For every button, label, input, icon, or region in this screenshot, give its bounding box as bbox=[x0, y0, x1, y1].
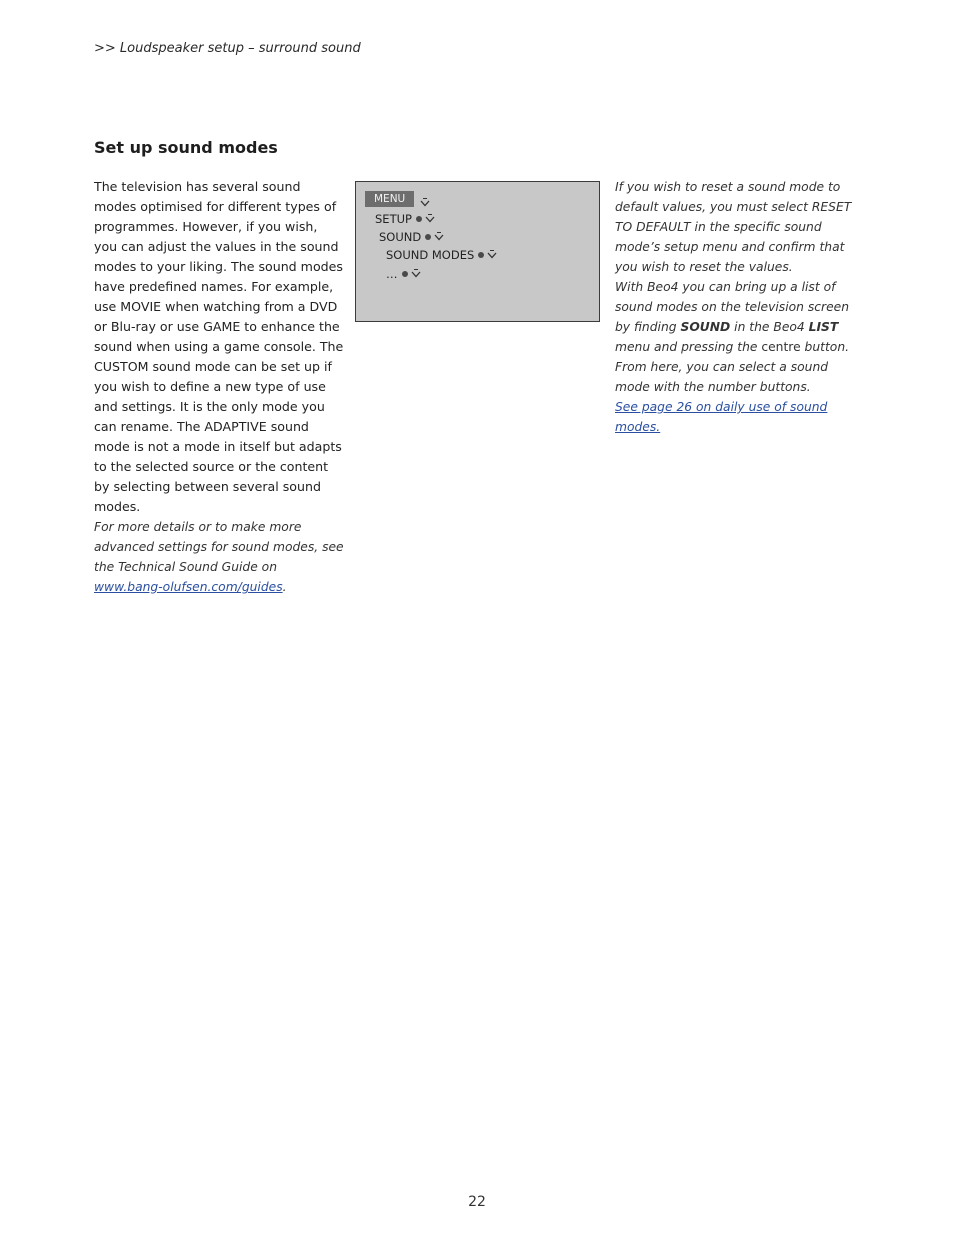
menu-badge: MENU bbox=[365, 191, 414, 207]
dot-icon bbox=[416, 216, 422, 222]
chevron-down-icon bbox=[424, 213, 436, 225]
technical-guide-note bbox=[94, 517, 344, 597]
section-title: Set up sound modes bbox=[94, 138, 278, 157]
section-body-text: The television has several sound modes optimised for different types of programmes. However, if you wish, you can adjust the values in the sound modes to your liking. The sound modes have predefined names. For example, use MOVIE when watching from a DVD or Blu-ray or use GAME to enhance the sound when using a game console. The CUSTOM sound mode can be set up if you wish to define a new type of use and settings. It is the only mode you can rename. The ADAPTIVE sound mode is not a mode in itself but adapts to the selected source or the content by selecting between several sound modes. bbox=[94, 179, 344, 514]
beo4-text-b: in the Beo4 bbox=[730, 320, 809, 334]
dot-icon bbox=[402, 271, 408, 277]
beo4-note bbox=[615, 277, 865, 437]
breadcrumb: >> Loudspeaker setup – surround sound bbox=[94, 41, 361, 56]
menu-item-sound bbox=[379, 230, 445, 244]
guides-link[interactable]: www.bang-olufsen.com/guides bbox=[94, 580, 283, 594]
menu-item-label: SOUND MODES bbox=[386, 248, 475, 262]
centre-key-term: centre bbox=[761, 340, 801, 354]
menu-item-label: … bbox=[386, 267, 398, 281]
beo4-text-d: button. From here, you can select a sound mode with the number buttons. bbox=[615, 340, 850, 394]
menu-item-sound-modes bbox=[386, 248, 498, 262]
beo4-text-a: With Beo4 you can bring up a list of sound modes on the television screen by finding bbox=[615, 280, 849, 334]
reset-note: If you wish to reset a sound mode to default values, you must select RESET TO DEFAULT in the specific sound mode’s setup menu and confirm that you wish to reset the values. bbox=[615, 180, 852, 274]
chevron-down-icon bbox=[410, 268, 422, 280]
chevron-down-icon bbox=[433, 231, 445, 243]
chevron-down-icon bbox=[419, 197, 431, 209]
note-suffix: . bbox=[282, 580, 287, 594]
note-prefix: For more details or to make more advanced settings for sound modes, see the Technical Sound Guide on bbox=[94, 520, 344, 574]
chevron-down-icon bbox=[486, 249, 498, 261]
page-26-link[interactable]: See page 26 on daily use of sound modes. bbox=[615, 400, 828, 434]
list-key-term: LIST bbox=[808, 320, 839, 334]
beo4-text-c: menu and pressing the bbox=[615, 340, 762, 354]
sound-key-term: SOUND bbox=[680, 320, 731, 334]
menu-item-label: SOUND bbox=[379, 230, 422, 244]
menu-item-more bbox=[386, 267, 422, 281]
menu-item-setup bbox=[375, 212, 436, 226]
dot-icon bbox=[478, 252, 484, 258]
menu-item-label: SETUP bbox=[375, 212, 412, 226]
menu-row bbox=[365, 189, 431, 209]
menu-path-diagram bbox=[355, 181, 600, 322]
page-number: 22 bbox=[468, 1194, 486, 1210]
dot-icon bbox=[425, 234, 431, 240]
